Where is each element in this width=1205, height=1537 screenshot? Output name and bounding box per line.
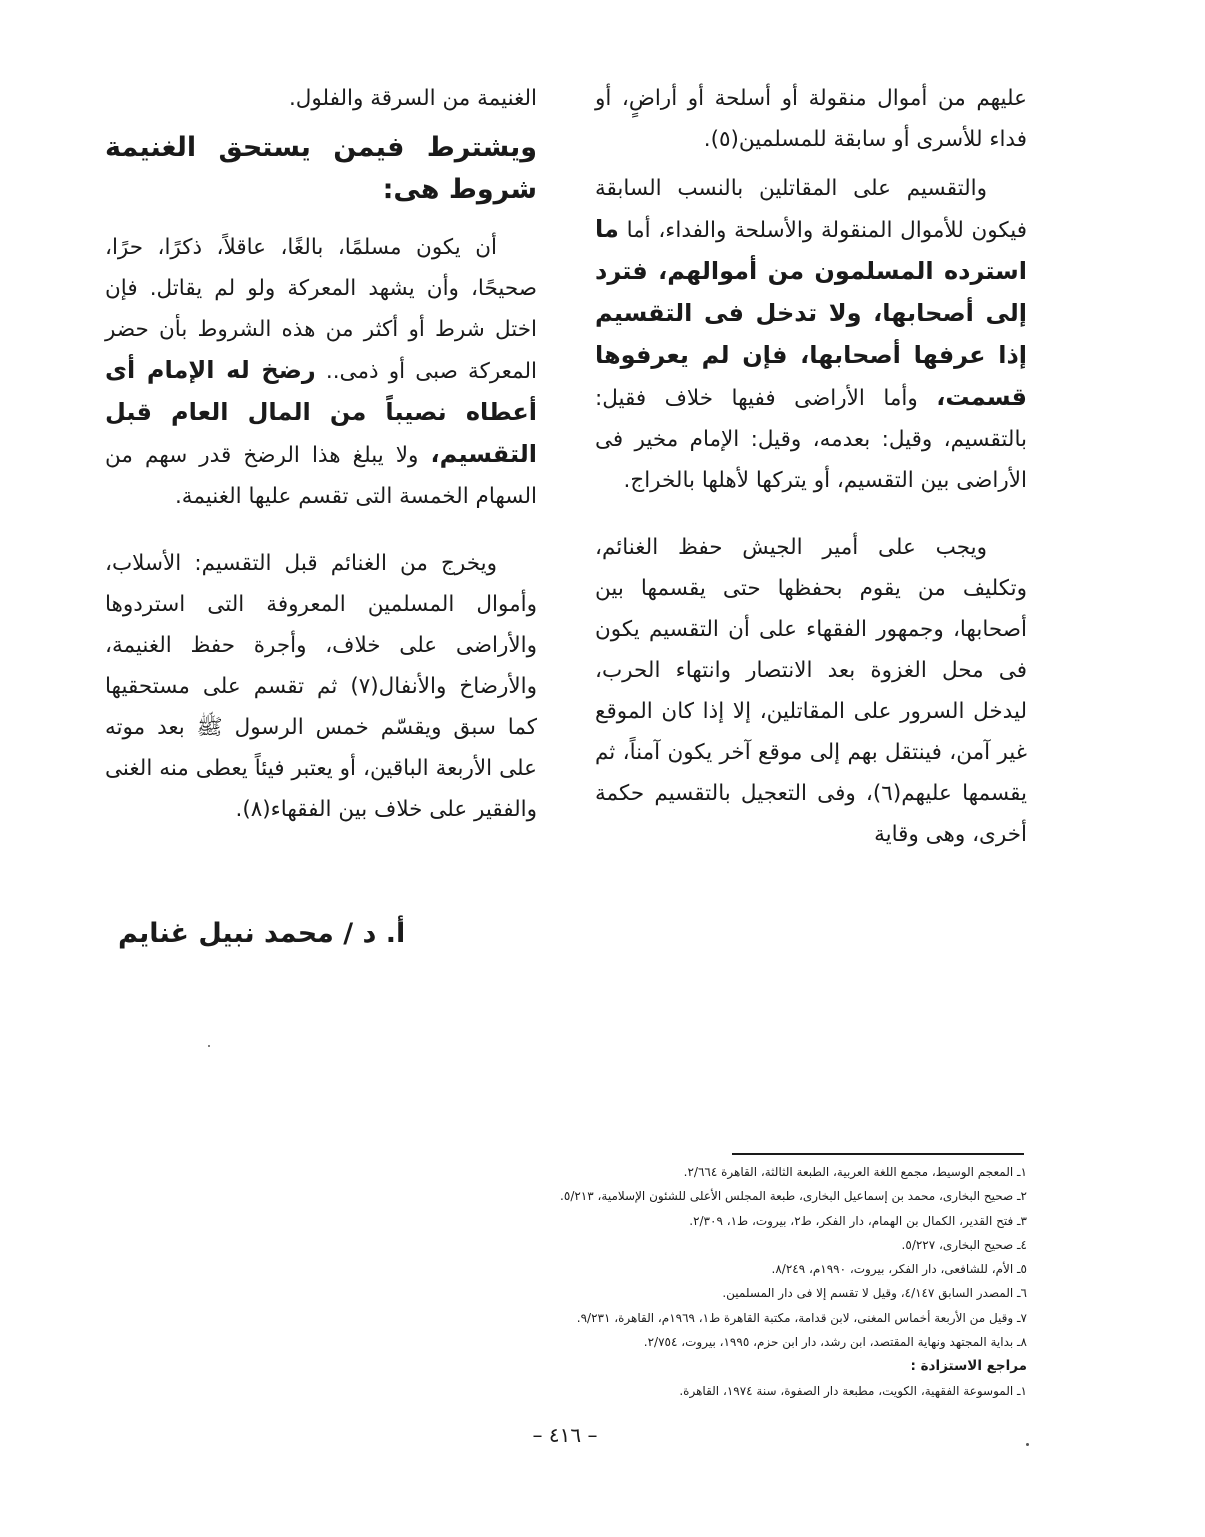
paragraph-text: الغنيمة من السرقة والفلول.: [288, 86, 537, 111]
scan-speck: [1026, 1443, 1029, 1446]
page-number: – ٤١٦ –: [532, 1423, 598, 1447]
left-column: [105, 78, 537, 856]
emphasized-text: رضخ له الإمام أى أعطاه نصيباً من المال العام قبل التقسيم،: [105, 356, 537, 468]
footnotes: [387, 1160, 1027, 1403]
left-paragraph-1: [105, 78, 537, 119]
footnote-item: ٥ـ الأم، للشافعى، دار الفكر، بيروت، ١٩٩٠م، ٨/٢٤٩.: [771, 1262, 1027, 1277]
paragraph-text: ولا يبلغ هذا الرضخ قدر سهم من السهام الخمسة التى تقسم عليها الغنيمة.: [105, 443, 537, 509]
right-paragraph-2: [595, 168, 1027, 501]
right-paragraph-3: [595, 527, 1027, 855]
footnote-item: ٢ـ صحيح البخارى، محمد بن إسماعيل البخارى، طبعة المجلس الأعلى للشئون الإسلامية، ٥/٢١٣.: [560, 1189, 1027, 1204]
emphasized-text: ما استرده المسلمون من أموالهم، فترد إلى أصحابها، ولا تدخل فى التقسيم إذا عرفها أصحابها، فإن لم يعرفوها قسمت،: [595, 215, 1027, 411]
footnote-item: ٧ـ وقيل من الأربعة أخماس المغنى، لابن قدامة، مكتبة القاهرة ط١، ١٩٦٩م، القاهرة، ٩/٢٣١.: [576, 1310, 1027, 1325]
scan-speck: [208, 1045, 210, 1047]
left-paragraph-3: [105, 543, 537, 830]
paragraph-text: وأما الأراضى ففيها خلاف فقيل: بالتقسيم، وقيل: بعدمه، وقيل: الإمام مخير فى الأراضى بين التقسيم، أو يتركها لأهلها بالخراج.: [595, 386, 1027, 493]
footnote-item: ١ـ المعجم الوسيط، مجمع اللغة العربية، الطبعة الثالثة، القاهرة ٢/٦٦٤.: [683, 1165, 1027, 1179]
paragraph-text: ويجب على أمير الجيش حفظ الغنائم، وتكليف من يقوم بحفظها حتى يقسمها بين أصحابها، وجمهور الفقهاء على أن التقسيم يكون فى محل الغزوة بعد الانتصار وانتهاء الحرب، ليدخل السرور على المقاتلين، إلا إذا كان الموقع غير آمن، فينتقل بهم إلى موقع آخر يكون آمناً، ثم يقسمها عليهم(٦)، وفى التعجيل بالتقسيم حكمة أخرى، وهى وقاية: [595, 535, 1027, 847]
footnote-item: ٦ـ المصدر السابق ٤/١٤٧، وقيل لا تقسم إلا فى دار المسلمين.: [722, 1286, 1027, 1301]
left-paragraph-2: [105, 227, 537, 517]
paragraph-text: أن يكون مسلمًا، بالغًا، عاقلاً، ذكرًا، حرًا، صحيحًا، وأن يشهد المعركة ولو لم يقاتل. فإن اختل شرط أو أكثر من هذه الشروط بأن حضر المعركة صبى أو ذمى..: [105, 235, 538, 384]
paragraph-text: ويخرج من الغنائم قبل التقسيم: الأسلاب، وأموال المسلمين المعروفة التى استردوها والأراضى على خلاف، وأجرة حفظ الغنيمة، والأرضاخ والأنفال(٧) ثم تقسم على مستحقيها كما سبق ويقسّم خمس الرسول ﷺ بعد موته على الأربعة الباقين، أو يعتبر فيئاً يعطى منه الغنى والفقير على خلاف بين الفقهاء(٨).: [105, 551, 538, 822]
footnote-separator: [732, 1153, 1024, 1155]
paragraph-text: عليهم من أموال منقولة أو أسلحة أو أراضٍ، أو فداء للأسرى أو سابقة للمسلمين(٥).: [595, 86, 1027, 152]
further-reading-heading: مراجع الاستزادة :: [910, 1358, 1027, 1375]
further-reading-item: ١ـ الموسوعة الفقهية، الكويت، مطبعة دار الصفوة، سنة ١٩٧٤، القاهرة.: [679, 1383, 1027, 1398]
right-column: [595, 78, 1027, 881]
footnote-item: ٤ـ صحيح البخارى، ٥/٢٢٧.: [901, 1237, 1027, 1252]
footnote-item: ٣ـ فتح القدير، الكمال بن الهمام، دار الفكر، ط٢، بيروت، ط١، ٢/٣٠٩.: [689, 1213, 1027, 1228]
section-heading: ويشترط فيمن يستحق الغنيمة شروط هى:: [105, 132, 537, 205]
paragraph-text: والتقسيم على المقاتلين بالنسب السابقة فيكون للأموال المنقولة والأسلحة والفداء، أما: [595, 176, 1027, 243]
right-paragraph-1: [595, 78, 1027, 160]
footnote-item: ٨ـ بداية المجتهد ونهاية المقتصد، ابن رشد، دار ابن حزم، ١٩٩٥، بيروت، ٢/٧٥٤.: [643, 1335, 1027, 1350]
author-signature: أ. د / محمد نبيل غنايم: [118, 918, 406, 949]
